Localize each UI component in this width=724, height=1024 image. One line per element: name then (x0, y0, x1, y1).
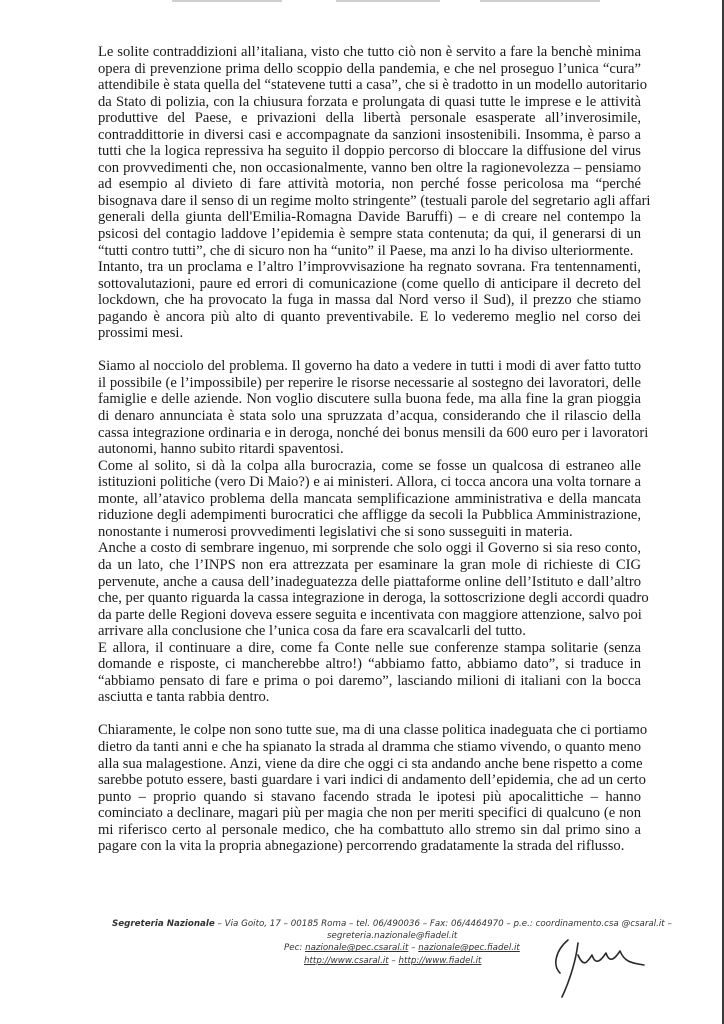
text-line: ad esempio al divieto di fare attività motoria, non perché fosse pericolosa ma “perché (98, 176, 641, 193)
text-line: Chiaramente, le colpe non sono tutte sue, ma di una classe politica inadeguata che ci portiamo (98, 722, 648, 739)
text-line: domande e risposte, ci mancherebbe altro!) “abbiamo fatto, abbiamo dato”, si traduce in (98, 656, 641, 673)
scan-artifact (172, 0, 282, 2)
text-line: che, per quanto riguarda la cassa integrazione in deroga, la sottoscrizione degli accordi quadro (98, 590, 649, 607)
text-line: da Stato di polizia, con la chiusura forzata e prolungata di quasi tutte le imprese e le attività (98, 93, 641, 110)
paragraph-gap (98, 706, 641, 723)
text-line: sottovalutazioni, paure ed errori di comunicazione (come quello di anticipare il decreto del (98, 275, 641, 292)
text-line: contraddittorie in diversi casi e accompagnate da sanzioni insostenibili. Insomma, è parso a (98, 126, 641, 143)
text-line: il possibile (e l’impossibile) per reperire le risorse necessarie al sostegno dei lavoratori, delle (98, 374, 641, 391)
text-line: sarebbe potuto essere, basti guardare i vari indici di andamento dell’epidemia, che ad un certo (98, 772, 646, 789)
paragraph-gap (98, 342, 641, 359)
text-line: lockdown, che ha provocato la fuga in massa dal Nord verso il Sud), il prezzo che stiamo (98, 292, 641, 309)
text-line: opera di prevenzione prima dello scoppio della pandemia, e che nel proseguo l’unica “cura” (98, 60, 641, 77)
text-line: E allora, il continuare a dire, come fa Conte nelle sue conferenze stampa solitarie (senza (98, 639, 641, 656)
text-line: da parte delle Regioni doveva essere seguita e incentivata con maggiore attenzione, salvo poi (98, 606, 642, 623)
text-line: pagare con la vita la propria abnegazione) percorrendo gradatamente la strada del riflusso. (98, 838, 625, 855)
footer-email: segreteria.nazionale@fiadel.it (327, 931, 458, 942)
text-line: asciutta e tanta rabbia dentro. (98, 689, 270, 706)
scan-artifact (336, 0, 440, 2)
footer-pec-label: Pec: (284, 943, 306, 954)
text-line: “abbiamo pensato di fare e prima o poi daremo”, lasciando milioni di italiani con la bocca (98, 672, 641, 689)
text-line: prossimi mesi. (98, 325, 184, 342)
text-line: arrivare alla conclusione che l’unica cosa da fare era scavalcarli del tutto. (98, 623, 526, 640)
text-line: tutti che la logica repressiva ha seguito il doppio percorso di bloccare la diffusione del virus (98, 143, 641, 160)
text-line: produttive del Paese, e privazioni della libertà personale esasperate all’inverosimile, (98, 110, 641, 127)
text-line: dietro da tanti anni e che ha spianato la strada al dramma che stiamo vivendo, o quanto meno (98, 738, 642, 755)
text-line: Intanto, tra un proclama e l’altro l’improvvisazione ha regnato sovrana. Fra tentennamenti, (98, 259, 641, 276)
text-line: Come al solito, si dà la colpa alla burocrazia, come se fosse un qualcosa di estraneo alle (98, 457, 641, 474)
text-line: Siamo al nocciolo del problema. Il governo ha dato a vedere in tutti i modi di aver fatto tutto (98, 358, 641, 375)
text-line: pervenute, anche a causa dell’inadeguatezza delle piattaforme online dell’Istituto e dall’altro (98, 573, 641, 590)
pec-link-csaral[interactable]: nazionale@pec.csaral.it (305, 943, 409, 954)
text-line: mi riferisco certo al personale medico, che ha combattuto allo stremo sin dal primo sino a (98, 821, 641, 838)
text-line: istituzioni politiche (vero Di Maio?) e ai ministeri. Allora, ci tocca ancora una volta tornare a (98, 474, 641, 491)
pec-link-fiadel[interactable]: nazionale@pec.fiadel.it (418, 943, 520, 954)
footer-separator: – (388, 955, 399, 966)
text-line: pagando è ancora più alto di quanto preventivabile. E lo vederemo meglio nel corso dei (98, 308, 641, 325)
scan-artifact (480, 0, 600, 2)
text-line: Anche a costo di sembrare ingenuo, mi sorprende che solo oggi il Governo si sia reso conto, (98, 540, 641, 557)
text-line: “tutti contro tutti”, che di sicuro non ha “unito” il Paese, ma anzi lo ha diviso ulteriormente. (98, 242, 634, 259)
text-line: generali della giunta dell'Emilia-Romagna Davide Baruffi) – e di creare nel contempo la (98, 209, 641, 226)
text-line: attendibile è stata quella del “statevene tutti a casa”, che si è tradotto in un modello autoritario (98, 77, 648, 94)
text-line: monte, all’atavico problema della mancata semplificazione amministrativa e della mancata (98, 490, 641, 507)
paragraph (98, 722, 648, 855)
web-link-csaral[interactable]: http://www.csaral.it (304, 955, 389, 966)
text-line: punto – proprio quando si stavano facendo strada le ipotesi più apocalittiche – hanno (98, 788, 641, 805)
web-link-fiadel[interactable]: http://www.fiadel.it (398, 955, 482, 966)
paragraph (98, 44, 651, 342)
text-line: alla sua malagestione. Anzi, viene da dire che oggi ci sta andando anche bene rispetto a come (98, 755, 643, 772)
footer-address: – Via Goito, 17 – 00185 Roma – tel. 06/490036 – Fax: 06/4464970 – p.e.: coordinamento.csa @csaral.it – (214, 919, 672, 929)
paragraph (98, 358, 649, 706)
text-line: famiglie e delle aziende. Non voglio discutere sulla buona fede, ma alla fine la gran pioggia (98, 391, 641, 408)
text-line: nonostante i numerosi provvedimenti legislativi che si sono susseguiti in materia. (98, 523, 573, 540)
text-line: con provvedimenti che, non occasionalmente, vanno ben oltre la ragionevolezza – pensiamo (98, 159, 641, 176)
text-line: autonomi, hanno subito ritardi spaventosi. (98, 441, 344, 458)
footer-org-label: Segreteria Nazionale (112, 919, 215, 929)
text-line: cassa integrazione ordinaria e in deroga, nonché dei bonus mensili da 600 euro per i lavoratori (98, 424, 649, 441)
signature-icon (548, 935, 658, 1000)
text-line: di denaro annunciata è stata solo una spruzzata d’acqua, considerando che il rilascio della (98, 408, 641, 425)
text-line: bisognava dare il senso di un regime molto stringente” (testuali parole del segretario agli affari (98, 192, 651, 209)
text-line: Le solite contraddizioni all’italiana, visto che tutto ciò non è servito a fare la benchè minima (98, 44, 641, 60)
footer-address-line (112, 918, 672, 930)
footer-separator: – (408, 943, 419, 954)
text-line: cominciato a declinare, magari più per magia che non per meriti specifici di qualcuno (e non (98, 805, 641, 822)
text-line: riduzione degli adempimenti burocratici che affligge da secoli la Pubblica Amministrazione, (98, 507, 641, 524)
text-line: psicosi del contagio laddove l’epidemia è sempre stata contenuta; da qui, il generarsi di un (98, 226, 641, 243)
text-line: da un lato, che l’INPS non era attrezzata per esaminare la gran mole di richieste di CIG (98, 556, 641, 573)
document-body (98, 44, 651, 855)
